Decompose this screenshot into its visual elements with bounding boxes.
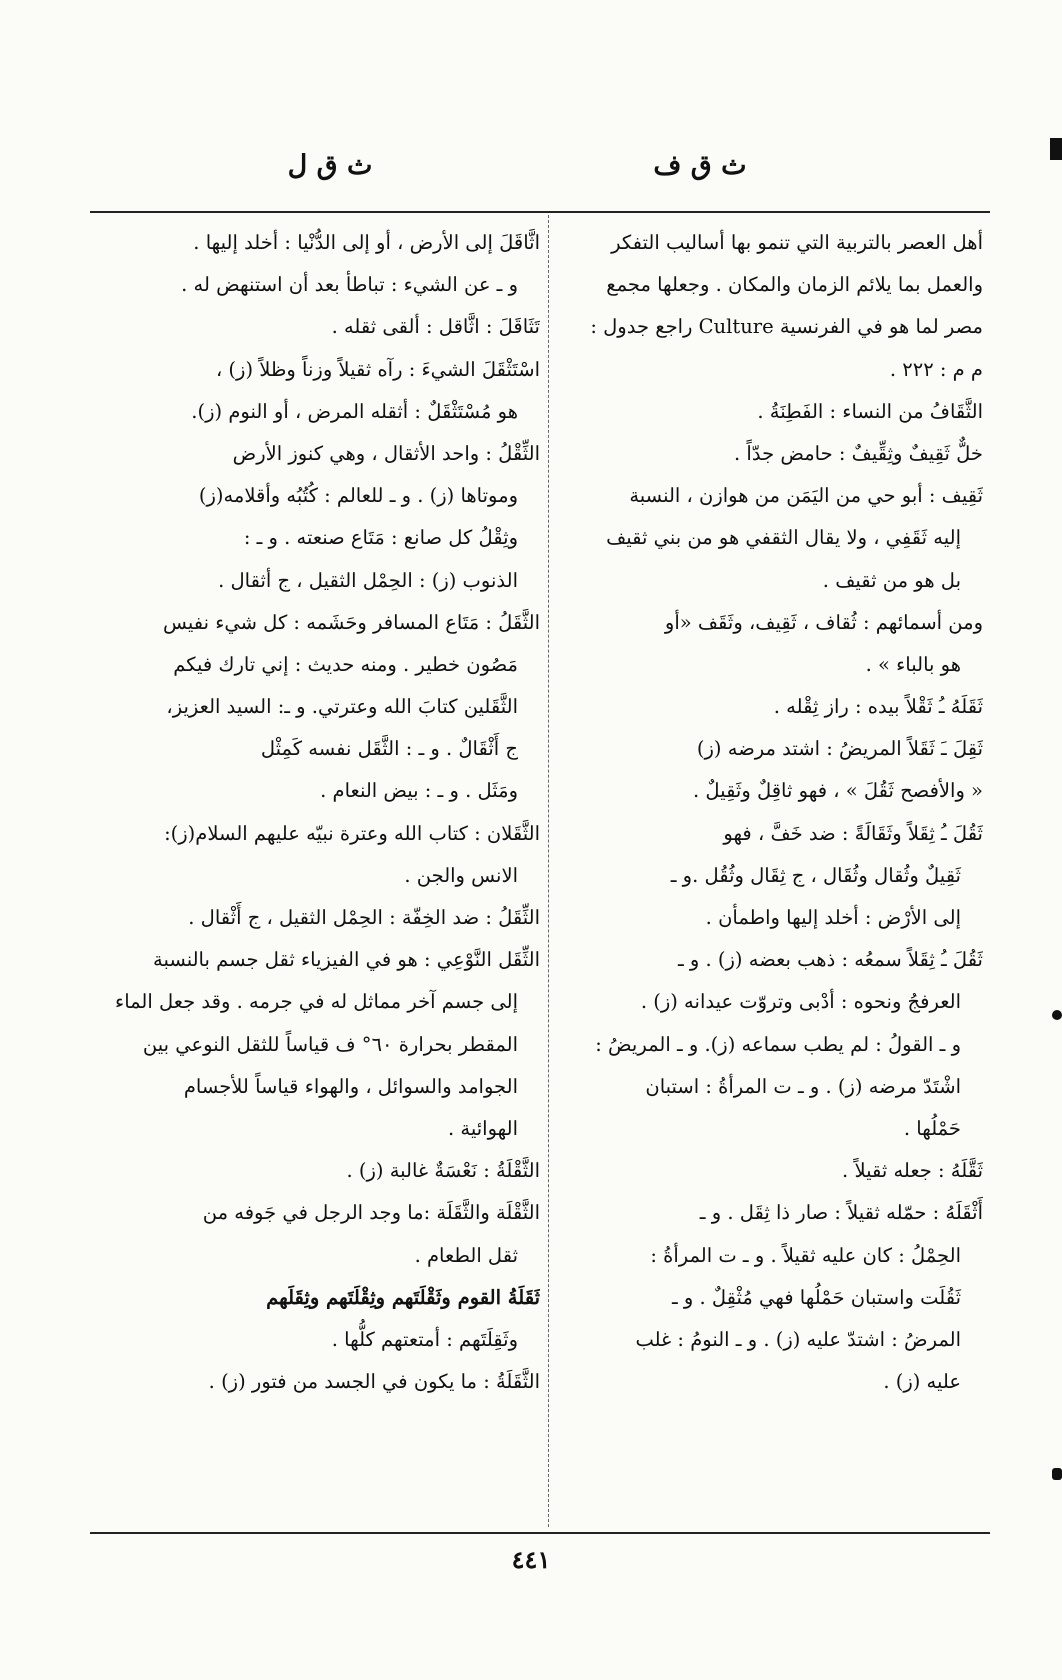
text-line: الثَّقَلُ : مَتَاع المسافر وحَشَمه : كل شيء نفيس (162, 610, 540, 634)
text-line: ثَقَّلَهُ : جعله ثقيلاً . (842, 1159, 983, 1183)
text-line: الثَّقَلان : كتاب الله وعترة نبيّه عليهم السلام(ز): (164, 821, 540, 845)
text-line: الثَّقْلَةُ : نَعْسَةٌ غالبة (ز) . (346, 1159, 540, 1183)
text-line: الذنوب (ز) : الحِمْل الثقيل ، ج أثقال . (218, 568, 518, 592)
text-line: الثِّقْلُ : واحد الأثقال ، وهي كنوز الأرض (232, 441, 540, 465)
text-line: هو بالباء » . (865, 652, 961, 676)
text-line: إليه ثَقَفِي ، ولا يقال الثقفي هو من بني ثقيف (606, 526, 961, 550)
text-line: بل هو من ثقيف . (822, 568, 961, 592)
text-line: هو مُسْتَثْقَلٌ : أثقله المرض ، أو النوم (ز). (191, 399, 518, 423)
text-line: العرفجُ ونحوه : أدْبى وتروّت عيدانه (ز) . (640, 990, 961, 1014)
header-left-root: ث ق ل (287, 150, 373, 181)
text-line: وثِقْلُ كل صانع : مَتَاع صنعته . و ـ : (243, 526, 518, 550)
text-line: اشْتَدّ مرضه (ز) . و ـ ت المرأةُ : استبان (645, 1074, 961, 1098)
text-line: ثقل الطعام . (414, 1243, 518, 1267)
top-rule (90, 211, 990, 213)
text-line: الانس والجن . (404, 863, 518, 887)
text-line: و ـ القولُ : لم يطب سماعه (ز). و ـ المريضُ : (595, 1032, 961, 1056)
page-number: ٤٤١ (511, 1545, 551, 1574)
left-column (88, 222, 540, 1403)
text-line: ومن أسمائهم : ثُقاف ، ثَقِيف، وثَقَف «أو (664, 610, 983, 634)
text-line: ج أَثْقَالٌ . و ـ : الثَّقَل نفسه كَمِثْل (260, 737, 518, 761)
column-separator (548, 215, 549, 1527)
text-line: ثَقِيلٌ وثُقال وثُقَال ، ج ثِقَال وثُقُل .و ـ (670, 863, 961, 887)
text-line: وثَقِلَتَهم : أمتعتهم كلُّها . (331, 1327, 518, 1351)
text-line: م م : ٢٢٢ . (889, 357, 983, 381)
text-line: الثَّقْلَة والثَّقَلَة :ما وجد الرجل في جَوفه من (202, 1201, 540, 1225)
right-column (555, 222, 983, 1403)
text-line: المقطر بحرارة ٦٠° ف قياساً للثقل النوعي بين (142, 1032, 518, 1056)
text-line: الحِمْلُ : كان عليه ثقيلاً . و ـ ت المرأةُ : (650, 1243, 961, 1267)
text-line: الثَّقَلَةُ : ما يكون في الجسد من فتور (ز) . (208, 1370, 540, 1394)
text-line: ثَقُلَت واستبان حَمْلُها فهي مُثْقِلٌ . و ـ (671, 1285, 961, 1309)
text-line: ثَقِيف : أبو حي من اليَمَن من هوازن ، النسبة (629, 484, 983, 508)
text-line: ثَقُلَ ـُ ثِقَلاً سمعُه : ذهب بعضه (ز) . و ـ (677, 948, 983, 972)
text-line: عليه (ز) . (883, 1370, 961, 1394)
text-line: أَثْقَلَهُ : حمّله ثقيلاً : صار ذا ثِقَل . و ـ (699, 1201, 983, 1225)
text-line: مَصُون خطير . ومنه حديث : إني تارك فيكم (173, 652, 518, 676)
text-line: أهل العصر بالتربية التي تنمو بها أساليب التفكر (611, 231, 983, 254)
text-line: الثَّقَلين كتابَ الله وعترتي. و ـ: السيد العزيز، (166, 695, 518, 719)
text-line: تَثَاقَلَ : اثَّاقل : ألقى ثقله . (331, 315, 540, 339)
page-header (0, 150, 1062, 198)
bottom-rule (90, 1532, 990, 1534)
text-line: « والأفصح ثَقُلَ » ، فهو ثاقِلٌ وثَقِيلٌ . (693, 779, 983, 803)
text-line: المرضُ : اشتدّ عليه (ز) . و ـ النومُ : غلب (635, 1327, 961, 1351)
scan-mark (1052, 1468, 1062, 1480)
header-right-root: ث ق ف (653, 150, 747, 181)
text-line: إلى الأرْض : أخلد إليها واطمأن . (705, 906, 961, 929)
text-line: ثَقَلَهُ ـُ ثَقْلاً بيده : راز ثِقْله . (773, 695, 983, 719)
text-line: اسْتَثْقَلَ الشيءَ : رآه ثقيلاً وزناً وظلاً (ز) ، (215, 357, 540, 381)
text-line: ومَثَل . و ـ : بيض النعام . (320, 779, 518, 803)
scan-mark (1052, 1010, 1062, 1020)
text-line: والعمل بما يلائم الزمان والمكان . وجعلها مجمع (606, 273, 983, 297)
text-line: ثَقِلَ ـَ ثَقَلاً المريضُ : اشتد مرضه (ز) (696, 737, 983, 761)
text-line: مصر لما هو في الفرنسية Culture راجع جدول : (590, 315, 983, 339)
text-line: ثَقَلَةُ القوم وثَقْلَتَهم وثِقْلَتَهم وثِقَلَهم (266, 1285, 540, 1309)
text-line: الهوائية . (447, 1116, 518, 1140)
text-line: وموتاها (ز) . و ـ للعالم : كُتُبُه وأقلامه(ز) (198, 484, 518, 508)
text-line: الثَّقَافُ من النساء : الفَطِنَةُ . (757, 399, 983, 423)
text-line: خلٌّ ثَقِيفٌ وثِقِّيفٌ : حامض جدّاً . (734, 441, 983, 465)
text-line: حَمْلُها . (903, 1116, 961, 1140)
text-line: اثَّاقَلَ إلى الأرض ، أو إلى الدُّنْيا : أخلد إليها . (193, 231, 540, 254)
text-line: إلى جسم آخر مماثل له في جرمه . وقد جعل الماء (115, 990, 518, 1014)
text-line: ثَقُلَ ـُ ثِقَلاً وثَقَالَةً : ضد خَفَّ ، فهو (723, 821, 983, 845)
text-line: الجوامد والسوائل ، والهواء قياساً للأجسام (183, 1074, 518, 1098)
text-line: الثِّقَل النَّوْعِي : هو في الفيزياء ثقل جسم بالنسبة (153, 948, 540, 972)
text-line: و ـ عن الشيء : تباطأ بعد أن استنهض له . (181, 273, 518, 297)
text-line: الثِّقَلُ : ضد الخِفّة : الحِمْل الثقيل ، ج أَثْقال . (188, 906, 540, 929)
